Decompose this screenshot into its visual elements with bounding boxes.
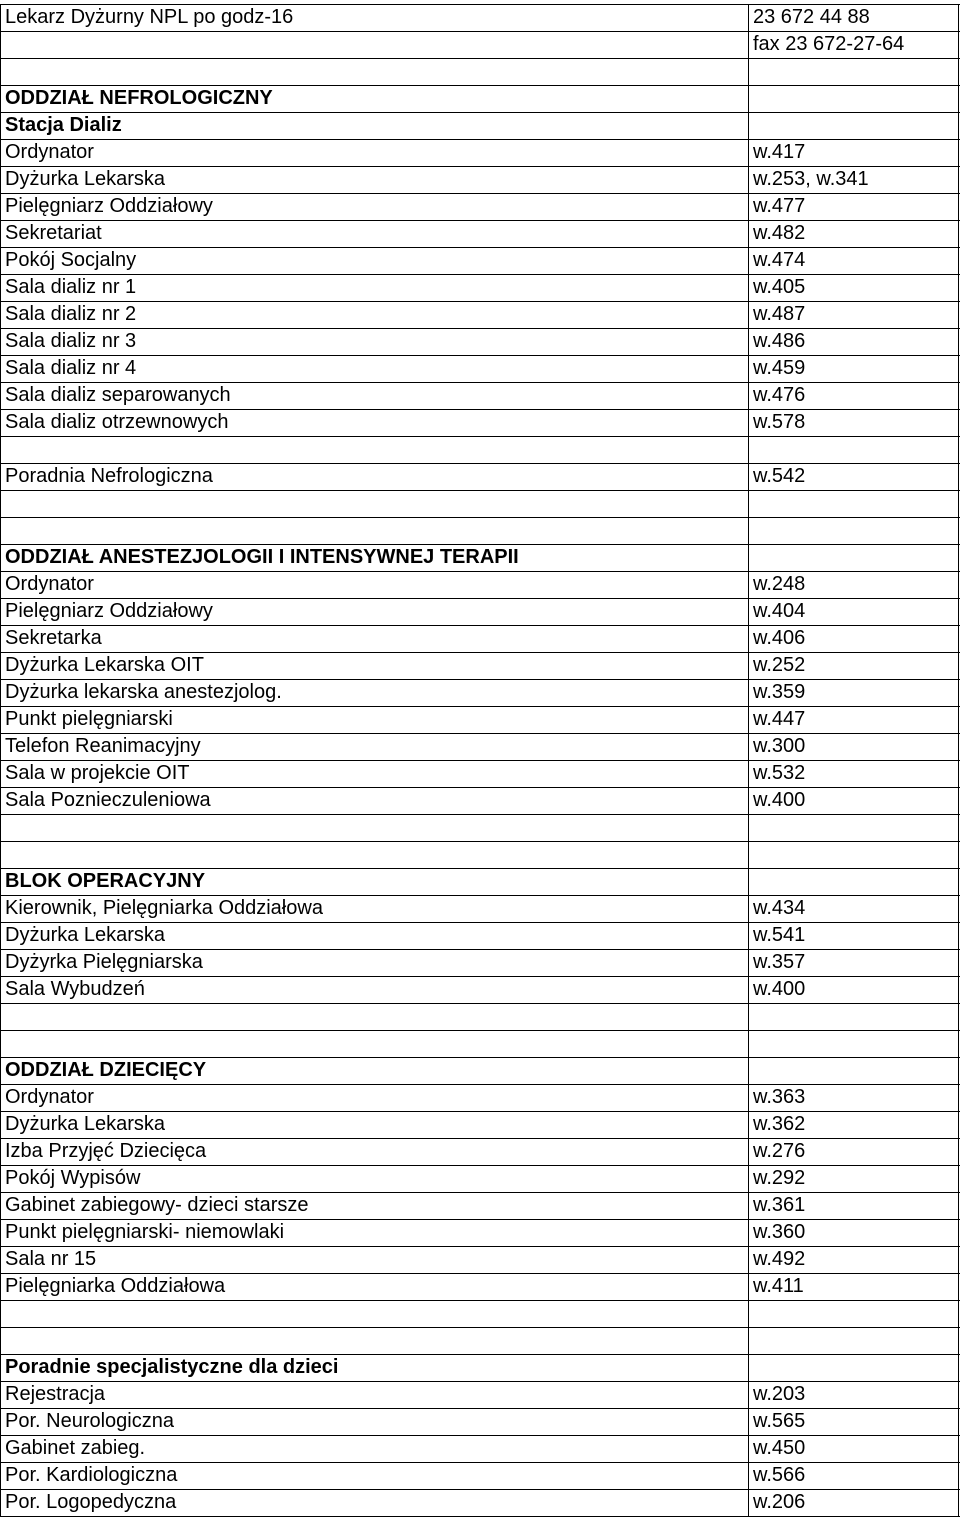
entry-phone	[753, 544, 958, 571]
entry-phone	[753, 868, 958, 895]
table-row	[0, 436, 960, 463]
table-row	[0, 166, 960, 193]
table-row	[0, 220, 960, 247]
table-row	[0, 1489, 960, 1516]
table-row	[0, 382, 960, 409]
entry-label: Sala dializ otrzewnowych	[5, 411, 229, 433]
section-heading: ODDZIAŁ DZIECIĘCY	[5, 1059, 207, 1081]
table-row	[0, 787, 960, 814]
table-row	[0, 1192, 960, 1219]
table-row	[0, 1381, 960, 1408]
entry-label: Dyżurka Lekarska	[5, 168, 166, 190]
entry-label: Dyżurka Lekarska	[5, 1113, 166, 1135]
row-divider	[0, 382, 960, 383]
entry-label: Sala dializ nr 1	[5, 276, 137, 298]
row-divider	[0, 1489, 960, 1490]
entry-label: Sala w projekcie OIT	[5, 762, 190, 784]
entry-phone	[753, 58, 958, 85]
row-divider	[0, 1111, 960, 1112]
row-divider	[0, 247, 960, 248]
table-row	[0, 1219, 960, 1246]
entry-phone: w.447	[753, 708, 806, 730]
entry-phone: w.248	[753, 573, 806, 595]
entry-phone: w.404	[753, 600, 806, 622]
row-divider	[0, 1435, 960, 1436]
table-row	[0, 1354, 960, 1381]
entry-label	[5, 517, 745, 544]
section-heading: Stacja Dializ	[5, 114, 122, 136]
entry-label	[5, 1327, 745, 1354]
entry-phone: w.253, w.341	[753, 168, 869, 190]
row-divider	[0, 571, 960, 572]
row-divider	[0, 409, 960, 410]
entry-label	[5, 436, 745, 463]
table-row	[0, 1435, 960, 1462]
row-divider	[0, 706, 960, 707]
row-divider	[0, 1300, 960, 1301]
row-divider	[0, 139, 960, 140]
entry-label: Telefon Reanimacyjny	[5, 735, 201, 757]
entry-phone: w.361	[753, 1194, 806, 1216]
entry-phone: 23 672 44 88	[753, 6, 870, 28]
entry-label: Gabinet zabieg.	[5, 1437, 146, 1459]
entry-phone: w.450	[753, 1437, 806, 1459]
entry-phone: w.532	[753, 762, 806, 784]
entry-label: Dyżurka Lekarska	[5, 924, 166, 946]
table-row	[0, 1300, 960, 1327]
entry-phone: w.400	[753, 789, 806, 811]
entry-phone: w.405	[753, 276, 806, 298]
table-row	[0, 139, 960, 166]
table-row	[0, 679, 960, 706]
entry-phone: w.492	[753, 1248, 806, 1270]
entry-label: Rejestracja	[5, 1383, 106, 1405]
entry-label: Sala dializ separowanych	[5, 384, 231, 406]
table-row	[0, 517, 960, 544]
table-row	[0, 1165, 960, 1192]
table-row	[0, 949, 960, 976]
entry-label	[5, 841, 745, 868]
entry-label: Sala dializ nr 4	[5, 357, 137, 379]
table-row	[0, 1462, 960, 1489]
row-divider	[0, 1273, 960, 1274]
table-row	[0, 85, 960, 112]
table-row	[0, 247, 960, 274]
entry-label: Ordynator	[5, 573, 94, 595]
row-divider	[0, 841, 960, 842]
entry-label: Punkt pielęgniarski	[5, 708, 173, 730]
entry-phone	[753, 112, 958, 139]
row-divider	[0, 1165, 960, 1166]
row-divider	[0, 1246, 960, 1247]
row-divider	[0, 625, 960, 626]
entry-label	[5, 1030, 745, 1057]
row-divider	[0, 31, 960, 32]
entry-phone	[753, 1300, 958, 1327]
table-row	[0, 598, 960, 625]
table-row	[0, 652, 960, 679]
entry-label: Sala Wybudzeń	[5, 978, 145, 1000]
row-divider	[0, 895, 960, 896]
row-divider	[0, 220, 960, 221]
row-divider	[0, 1084, 960, 1085]
table-row	[0, 1408, 960, 1435]
table-row	[0, 1327, 960, 1354]
table-row	[0, 733, 960, 760]
entry-phone: w.292	[753, 1167, 806, 1189]
entry-phone: w.477	[753, 195, 806, 217]
row-divider	[0, 58, 960, 59]
entry-phone	[753, 1003, 958, 1030]
table-row	[0, 58, 960, 85]
table-row	[0, 571, 960, 598]
table-row	[0, 301, 960, 328]
entry-phone: w.578	[753, 411, 806, 433]
table-row	[0, 1084, 960, 1111]
entry-label: Pielęgniarz Oddziałowy	[5, 600, 213, 622]
entry-label: Sala nr 15	[5, 1248, 97, 1270]
entry-phone: w.565	[753, 1410, 806, 1432]
entry-phone	[753, 1354, 958, 1381]
entry-phone: w.411	[753, 1275, 804, 1297]
entry-phone	[753, 490, 958, 517]
entry-phone: w.482	[753, 222, 806, 244]
row-divider	[0, 976, 960, 977]
entry-phone: w.360	[753, 1221, 806, 1243]
entry-label: Kierownik, Pielęgniarka Oddziałowa	[5, 897, 323, 919]
entry-phone: w.486	[753, 330, 806, 352]
section-heading: BLOK OPERACYJNY	[5, 870, 206, 892]
row-divider	[0, 1354, 960, 1355]
row-divider	[0, 328, 960, 329]
row-divider	[0, 598, 960, 599]
entry-phone: w.203	[753, 1383, 806, 1405]
row-divider	[0, 1381, 960, 1382]
row-divider	[0, 274, 960, 275]
row-divider	[0, 679, 960, 680]
entry-phone: w.434	[753, 897, 806, 919]
row-divider	[0, 1462, 960, 1463]
entry-phone: w.474	[753, 249, 806, 271]
row-divider	[0, 922, 960, 923]
entry-label: Sala dializ nr 2	[5, 303, 137, 325]
entry-phone: w.406	[753, 627, 806, 649]
table-row	[0, 31, 960, 58]
entry-label: Dyżyrka Pielęgniarska	[5, 951, 203, 973]
row-divider	[0, 787, 960, 788]
row-divider	[0, 1057, 960, 1058]
entry-label: Por. Kardiologiczna	[5, 1464, 178, 1486]
entry-label: Izba Przyjęć Dziecięca	[5, 1140, 207, 1162]
row-divider	[0, 1138, 960, 1139]
table-row	[0, 1057, 960, 1084]
entry-phone	[753, 85, 958, 112]
row-divider	[0, 85, 960, 86]
row-divider	[0, 1219, 960, 1220]
entry-phone: w.252	[753, 654, 806, 676]
row-divider	[0, 1192, 960, 1193]
row-divider	[0, 490, 960, 491]
entry-phone: w.362	[753, 1113, 806, 1135]
row-divider	[0, 166, 960, 167]
row-divider	[0, 733, 960, 734]
entry-label: Ordynator	[5, 141, 94, 163]
row-divider	[0, 544, 960, 545]
table-row	[0, 1273, 960, 1300]
entry-label: Sekretarka	[5, 627, 102, 649]
row-divider	[0, 760, 960, 761]
table-row	[0, 760, 960, 787]
entry-label: Poradnia Nefrologiczna	[5, 465, 213, 487]
table-row	[0, 193, 960, 220]
table-row	[0, 4, 960, 31]
row-divider	[0, 652, 960, 653]
entry-phone: w.363	[753, 1086, 806, 1108]
row-divider	[0, 517, 960, 518]
entry-phone	[753, 841, 958, 868]
entry-phone: w.359	[753, 681, 806, 703]
table-row	[0, 490, 960, 517]
entry-label	[5, 814, 745, 841]
entry-label: Ordynator	[5, 1086, 94, 1108]
table-row	[0, 544, 960, 571]
entry-label	[5, 1003, 745, 1030]
table-row	[0, 1003, 960, 1030]
table-row	[0, 895, 960, 922]
entry-label: Punkt pielęgniarski- niemowlaki	[5, 1221, 285, 1243]
row-divider	[0, 193, 960, 194]
section-heading: Poradnie specjalistyczne dla dzieci	[5, 1356, 339, 1378]
entry-phone: w.541	[753, 924, 806, 946]
row-divider	[0, 1003, 960, 1004]
table-row	[0, 1246, 960, 1273]
table-row	[0, 814, 960, 841]
entry-label	[5, 31, 745, 58]
row-divider	[0, 112, 960, 113]
entry-label	[5, 490, 745, 517]
entry-label	[5, 58, 745, 85]
row-divider	[0, 301, 960, 302]
entry-label: Pokój Socjalny	[5, 249, 137, 271]
entry-phone	[753, 1030, 958, 1057]
entry-phone	[753, 436, 958, 463]
table-row	[0, 922, 960, 949]
section-heading: ODDZIAŁ ANESTEZJOLOGII I INTENSYWNEJ TERAPII	[5, 546, 519, 568]
entry-label: Sekretariat	[5, 222, 102, 244]
entry-label: Gabinet zabiegowy- dzieci starsze	[5, 1194, 309, 1216]
entry-label: Lekarz Dyżurny NPL po godz-16	[5, 6, 294, 28]
table-row	[0, 706, 960, 733]
entry-label	[5, 1300, 745, 1327]
entry-label: Pielęgniarz Oddziałowy	[5, 195, 213, 217]
table-row	[0, 868, 960, 895]
row-divider	[0, 1030, 960, 1031]
entry-label: Sala Poznieczuleniowa	[5, 789, 211, 811]
table-row	[0, 1138, 960, 1165]
row-divider	[0, 814, 960, 815]
entry-phone: w.300	[753, 735, 806, 757]
table-row	[0, 328, 960, 355]
row-divider	[0, 4, 960, 5]
table-row	[0, 274, 960, 301]
entry-phone	[753, 814, 958, 841]
entry-phone	[753, 517, 958, 544]
table-row	[0, 409, 960, 436]
section-heading: ODDZIAŁ NEFROLOGICZNY	[5, 87, 273, 109]
entry-phone	[753, 1327, 958, 1354]
row-divider	[0, 1327, 960, 1328]
entry-phone: w.400	[753, 978, 806, 1000]
entry-phone: w.357	[753, 951, 806, 973]
table-row	[0, 112, 960, 139]
entry-phone: w.476	[753, 384, 806, 406]
entry-phone	[753, 1057, 958, 1084]
entry-label: Pokój Wypisów	[5, 1167, 141, 1189]
entry-phone: w.276	[753, 1140, 806, 1162]
table-row	[0, 463, 960, 490]
entry-phone: w.542	[753, 465, 806, 487]
entry-phone: w.487	[753, 303, 806, 325]
table-row	[0, 355, 960, 382]
entry-phone: w.417	[753, 141, 806, 163]
entry-label: Dyżurka lekarska anestezjolog.	[5, 681, 282, 703]
entry-phone: fax 23 672-27-64	[753, 33, 905, 55]
entry-phone: w.206	[753, 1491, 806, 1513]
table-row	[0, 1111, 960, 1138]
entry-phone: w.459	[753, 357, 806, 379]
row-divider	[0, 868, 960, 869]
row-divider	[0, 463, 960, 464]
table-row	[0, 625, 960, 652]
entry-label: Por. Logopedyczna	[5, 1491, 177, 1513]
entry-label: Pielęgniarka Oddziałowa	[5, 1275, 226, 1297]
entry-label: Sala dializ nr 3	[5, 330, 137, 352]
entry-label: Dyżurka Lekarska OIT	[5, 654, 204, 676]
entry-label: Por. Neurologiczna	[5, 1410, 174, 1432]
row-divider	[0, 436, 960, 437]
row-divider	[0, 949, 960, 950]
row-divider	[0, 355, 960, 356]
row-divider	[0, 1408, 960, 1409]
table-row	[0, 1030, 960, 1057]
table-row	[0, 841, 960, 868]
entry-phone: w.566	[753, 1464, 806, 1486]
table-row	[0, 976, 960, 1003]
